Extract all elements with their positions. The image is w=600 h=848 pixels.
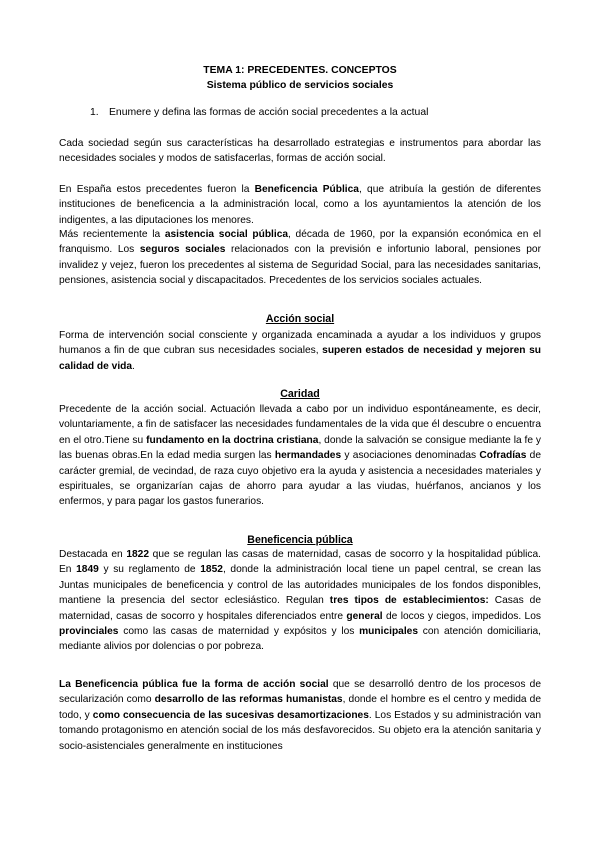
caridad-paragraph bbox=[59, 402, 541, 510]
text-run: . bbox=[132, 360, 135, 372]
bold-run: 1849 bbox=[76, 564, 99, 576]
text-run: , donde el hombre es el centro y medida de todo, y bbox=[59, 694, 542, 721]
text-run: con atención domiciliaria, mediante alivios por dolencias o por pobreza. bbox=[59, 626, 542, 653]
text-run: . Los Estados y su administración van tomando protagonismo en atención social de los más desfavorecidos. Su objeto era la atención sanitaria y socio-asistenciales generalmente en instituciones bbox=[59, 709, 541, 752]
text-run: Destacada en bbox=[59, 549, 127, 560]
text-run: de carácter gremial, de vecindad, de raza cuyo objetivo era la ayuda y asistencia a necesidades materiales y espirituales, se organizarían cajas de ahorro para ayudar a las viudas, huérfanos, ancianos y los enfermos, y para pagar los gastos funerarios. bbox=[59, 450, 541, 508]
bold-run: provinciales bbox=[59, 626, 119, 638]
conclusion-paragraph bbox=[59, 677, 541, 754]
bold-run: general bbox=[346, 610, 383, 622]
bold-run: 1822 bbox=[126, 549, 150, 560]
text-run: , donde la salvación se consigue mediante la fe y las buenas obras.En la edad media surgen las bbox=[59, 434, 541, 462]
bold-run: asistencia social pública bbox=[164, 229, 289, 240]
bold-run: 1852 bbox=[200, 564, 223, 576]
intro-paragraph-1: Cada sociedad según sus características ha desarrollado estrategias e instrumentos para abordar las necesidades sociales y modos de satisfacerlas, formas de acción social. bbox=[59, 138, 541, 165]
question-text: Enumere y defina las formas de acción social precedentes a la actual bbox=[109, 107, 429, 118]
text-run: Casas de maternidad, casas de socorro y hospitales diferenciados entre bbox=[59, 595, 541, 622]
document-title: TEMA 1: PRECEDENTES. CONCEPTOS bbox=[203, 65, 397, 76]
text-run: y su reglamento de bbox=[98, 564, 201, 576]
intro-paragraph-3 bbox=[59, 227, 541, 289]
bold-run: como consecuencia de las sucesivas desamortizaciones bbox=[92, 709, 369, 721]
section-heading-accion-social: Acción social bbox=[265, 313, 335, 325]
bold-run: seguros sociales bbox=[139, 244, 226, 256]
question-item bbox=[90, 106, 428, 119]
text-run: En España estos precedentes fueron la bbox=[59, 184, 255, 195]
text-run: que se desarrolló dentro de los procesos de secularización como bbox=[59, 679, 541, 706]
bold-run: La Beneficencia pública fue la forma de acción social bbox=[59, 679, 329, 690]
text-run: relacionados con la previsión e infortunio laboral, pensiones por invalidez y vejez, fueron los precedentes al sistema de Seguridad Social, para las necesidades sanitarias, pensiones, asistencia social y discapacitados. Precedentes de los servicios sociales actuales. bbox=[59, 244, 541, 287]
text-run: Más recientemente la bbox=[59, 229, 165, 240]
text-run: , donde la administración local tiene un papel central, se crean las Juntas municipales de beneficencia y control de las autoridades municipales de los fondos disponibles, mantiene la presencia del sector eclesiástico. Regulan bbox=[59, 564, 541, 607]
text-run: de locos y ciegos, impedidos. Los bbox=[382, 610, 541, 622]
beneficencia-paragraph bbox=[59, 547, 541, 655]
bold-run: Beneficencia Pública bbox=[254, 184, 359, 195]
text-run: Forma de intervención social consciente y organizada encaminada a ayudar a los individuos y grupos humanos a fin de que cubran sus necesidades sociales, bbox=[59, 330, 541, 357]
question-number: 1. bbox=[90, 107, 99, 118]
bold-run: hermandades bbox=[274, 450, 342, 462]
bold-run: municipales bbox=[359, 626, 419, 638]
text-run: , década de 1960, por la expansión económica en el franquismo. Los bbox=[59, 229, 541, 256]
section-heading-beneficencia: Beneficencia pública bbox=[247, 534, 353, 546]
bold-run: desarrollo de las reformas humanistas bbox=[154, 694, 343, 706]
bold-run: superen estados de necesidad y mejoren su calidad de vida bbox=[59, 345, 541, 372]
section-heading-caridad: Caridad bbox=[280, 388, 320, 400]
text-run: Precedente de la acción social. Actuación llevada a cabo por un individuo espontáneamente, es decir, voluntariamente, a fin de satisfacer las necesidades fundamentales de la vida que él descubre o encuentra en el otro.Tiene su bbox=[59, 404, 541, 446]
text-run: , que atribuía la gestión de diferentes instituciones de beneficencia a la administración local, como a los ayuntamientos la atención de los indigentes, a las diputaciones los menores. bbox=[59, 184, 542, 226]
document-subtitle: Sistema público de servicios sociales bbox=[206, 80, 394, 91]
bold-run: Cofradías bbox=[479, 450, 527, 462]
intro-paragraph-2 bbox=[59, 182, 541, 228]
text-run: que se regulan las casas de maternidad, casas de socorro y la hospitalidad pública. En bbox=[59, 549, 542, 576]
text-run: como las casas de maternidad y expósitos y los bbox=[118, 626, 360, 638]
bold-run: fundamento en la doctrina cristiana bbox=[146, 434, 319, 446]
text-run: y asociaciones denominadas bbox=[341, 450, 480, 462]
accion-social-paragraph bbox=[59, 328, 541, 374]
bold-run: tres tipos de establecimientos: bbox=[329, 595, 489, 607]
